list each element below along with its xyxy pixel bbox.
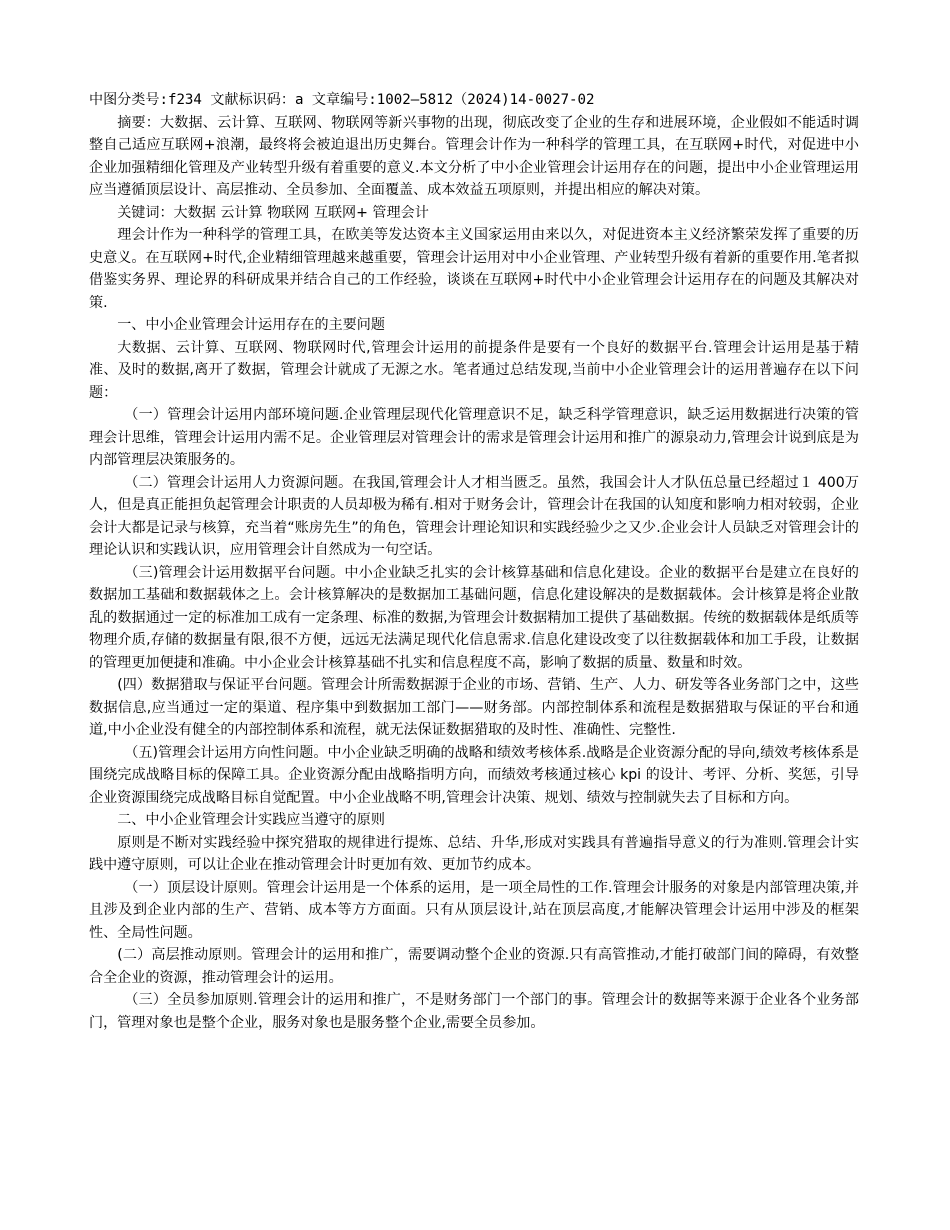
article-page: [89, 89, 859, 1034]
problem-paragraph-1: （一）管理会计运用内部环境问题.企业管理层现代化管理意识不足，缺乏科学管理意识，缺乏运用数据进行决策的管理会计思维，管理会计运用内需不足。企业管理层对管理会计的需求是管理会计运用和推广的源泉动力,管理会计说到底是为内部管理层决策服务的。: [89, 407, 859, 468]
problem-paragraph-5: （五)管理会计运用方向性问题。中小企业缺乏明确的战略和绩效考核体系.战略是企业资源分配的导向,绩效考核体系是围绕完成战略目标的保障工具。企业资源分配由战略指明方向，而绩效考核通过核心 kpi 的设计、考评、分析、奖惩，引导企业资源围绕完成战略目标自觉配置。中小企业战略不明,管理会计决策、规划、绩效与控制就失去了目标和方向。: [89, 744, 859, 806]
principle-paragraph-1: （一）顶层设计原则。管理会计运用是一个体系的运用，是一项全局性的工作.管理会计服务的对象是内部管理决策,并且涉及到企业内部的生产、营销、成本等方方面面。只有从顶层设计,站在顶层高度,才能解决管理会计运用中涉及的框架性、全局性问题。: [89, 879, 859, 941]
principle-paragraph-3: （三）全员参加原则.管理会计的运用和推广，不是财务部门一个部门的事。管理会计的数据等来源于企业各个业务部门，管理对象也是整个企业，服务对象也是服务整个企业,需要全员参加。: [89, 992, 859, 1031]
keywords-line: 关键词：大数据 云计算 物联网 互联网+ 管理会计: [117, 204, 429, 221]
abstract-paragraph: 摘要：大数据、云计算、互联网、物联网等新兴事物的出现，彻底改变了企业的生存和进展环境，企业假如不能适时调整自己适应互联网+浪潮，最终将会被迫退出历史舞台。管理会计作为一种科学的管理工具，在互联网+时代，对促进中小企业加强精细化管理及产业转型升级有着重要的意义.本文分析了中小企业管理会计运用存在的问题，提出中小企业管理运用应当遵循顶层设计、高层推动、全员参加、全面覆盖、成本效益五项原则，并提出相应的解决对策。: [89, 114, 859, 198]
problem-paragraph-3: （三)管理会计运用数据平台问题。中小企业缺乏扎实的会计核算基础和信息化建设。企业的数据平台是建立在良好的数据加工基础和数据载体之上。会计核算解决的是数据加工基础问题，信息化建设解决的是数据载体。会计核算是将企业散乱的数据通过一定的标准加工成有一定条理、标准的数据,为管理会计数据精加工提供了基础数据。传统的数据载体是纸质等物理介质,存储的数据量有限,很不方便，远远无法满足现代化信息需求.信息化建设改变了以往数据载体和加工手段，让数据的管理更加便捷和准确。中小企业会计核算基础不扎实和信息程度不高，影响了数据的质量、数量和时效。: [89, 564, 859, 671]
section-heading-2: 二、中小企业管理会计实践应当遵守的原则: [117, 812, 385, 828]
section2-intro-paragraph: 原则是不断对实践经验中探究猎取的规律进行提炼、总结、升华,形成对实践具有普遍指导意义的行为准则.管理会计实践中遵守原则，可以让企业在推动管理会计时更加有效、更加节约成本。: [89, 834, 859, 873]
section-heading-1: 一、中小企业管理会计运用存在的主要问题: [117, 317, 385, 333]
problem-paragraph-4: (四）数据猎取与保证平台问题。管理会计所需数据源于企业的市场、营销、生产、人力、研发等各业务部门之中，这些数据信息,应当通过一定的渠道、程序集中到数据加工部门——财务部。内部控制体系和流程是数据猎取与保证的平台和通道,中小企业没有健全的内部控制体系和流程，就无法保证数据猎取的及时性、准确性、完整性.: [89, 677, 859, 738]
section1-intro-paragraph: 大数据、云计算、互联网、物联网时代,管理会计运用的前提条件是要有一个良好的数据平台.管理会计运用是基于精准、及时的数据,离开了数据，管理会计就成了无源之水。笔者通过总结发现,当前中小企业管理会计的运用普遍存在以下问题：: [89, 339, 859, 401]
problem-paragraph-2: （二）管理会计运用人力资源问题。在我国,管理会计人才相当匮乏。虽然，我国会计人才队伍总量已经超过１ 400万人，但是真正能担负起管理会计职责的人员却极为稀有.相对于财务会计，管理会计在我国的认知度和影响力相对较弱，企业会计大都是记录与核算，充当着“账房先生”的角色，管理会计理论知识和实践经验少之又少.企业会计人员缺乏对管理会计的理论认识和实践认识，应用管理会计自然成为一句空话。: [89, 474, 859, 558]
classification-line: 中图分类号:f234 文献标识码：a 文章编号:1002—5812（2024)14-0027-02: [89, 92, 595, 108]
intro-paragraph: 理会计作为一种科学的管理工具，在欧美等发达资本主义国家运用由来以久，对促进资本主义经济繁荣发挥了重要的历史意义。在互联网+时代,企业精细管理越来越重要，管理会计运用对中小企业管理、产业转型升级有着新的重要作用.笔者拟借鉴实务界、理论界的科研成果并结合自己的工作经验，谈谈在互联网+时代中小企业管理会计运用存在的问题及其解决对策.: [89, 227, 859, 311]
principle-paragraph-2: (二）高层推动原则。管理会计的运用和推广，需要调动整个企业的资源.只有高管推动,才能打破部门间的障碍，有效整合全企业的资源，推动管理会计的运用。: [89, 947, 859, 986]
